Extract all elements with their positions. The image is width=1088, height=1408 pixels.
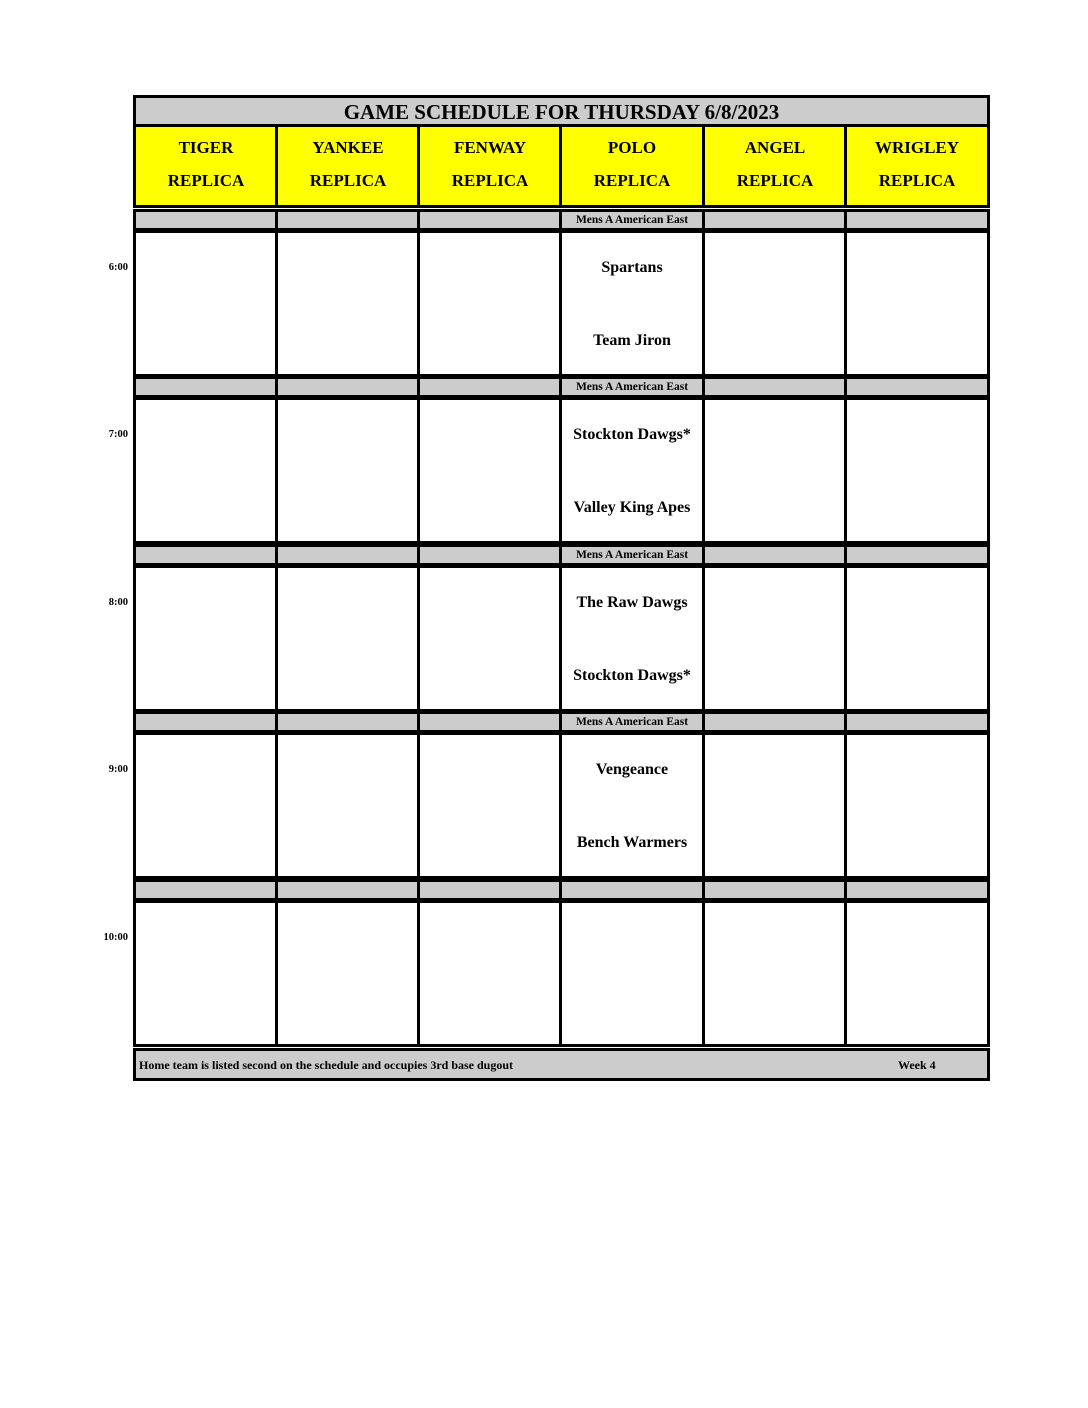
- field-header-3: [559, 124, 705, 208]
- field-name: TIGER: [178, 138, 234, 157]
- game-cell: [275, 565, 421, 712]
- division-label: [417, 209, 563, 231]
- game-cell: [702, 397, 848, 544]
- division-label: [844, 376, 990, 398]
- division-label: [275, 711, 421, 733]
- game-cell: [133, 900, 279, 1047]
- division-label: [133, 544, 279, 566]
- division-label: [133, 711, 279, 733]
- time-label: 7:00: [108, 429, 128, 440]
- home-team: Stockton Dawgs*: [573, 667, 691, 684]
- division-label: [702, 209, 848, 231]
- division-label: [844, 711, 990, 733]
- game-cell: [417, 900, 563, 1047]
- division-label: [702, 879, 848, 901]
- field-sub: REPLICA: [309, 171, 387, 190]
- field-name: WRIGLEY: [874, 138, 960, 157]
- home-team-note: Home team is listed second on the schedule and occupies 3rd base dugout: [139, 1058, 514, 1072]
- division-label: [417, 879, 563, 901]
- division-label: [559, 879, 705, 901]
- game-cell: [133, 732, 279, 879]
- away-team: Spartans: [601, 259, 663, 276]
- division-label: Mens A American East: [559, 544, 705, 566]
- game-cell: [559, 565, 705, 712]
- game-cell: [133, 397, 279, 544]
- schedule-footer: [133, 1048, 990, 1081]
- game-cell: [275, 732, 421, 879]
- game-cell: [417, 230, 563, 377]
- division-label: [275, 376, 421, 398]
- division-label: Mens A American East: [559, 209, 705, 231]
- game-cell: [417, 565, 563, 712]
- field-sub: REPLICA: [167, 171, 245, 190]
- schedule-title: GAME SCHEDULE FOR THURSDAY 6/8/2023: [133, 95, 990, 127]
- field-name: POLO: [607, 138, 657, 157]
- division-label: [417, 544, 563, 566]
- game-cell: [844, 732, 990, 879]
- field-header-1: [275, 124, 421, 208]
- field-name: FENWAY: [453, 138, 527, 157]
- field-name: YANKEE: [312, 138, 384, 157]
- game-cell: [702, 900, 848, 1047]
- game-cell: [559, 900, 705, 1047]
- away-team: Stockton Dawgs*: [573, 426, 691, 443]
- field-header-5: [844, 124, 990, 208]
- field-sub: REPLICA: [736, 171, 814, 190]
- week-label: Week 4: [898, 1058, 936, 1072]
- field-sub: REPLICA: [451, 171, 529, 190]
- division-label: [702, 711, 848, 733]
- division-label: [275, 209, 421, 231]
- division-label: [702, 376, 848, 398]
- home-team: Valley King Apes: [573, 499, 691, 516]
- game-cell: [844, 397, 990, 544]
- division-label: [133, 879, 279, 901]
- game-cell: [844, 230, 990, 377]
- game-cell: [133, 230, 279, 377]
- away-team: The Raw Dawgs: [576, 594, 688, 611]
- division-label: [702, 544, 848, 566]
- field-name: ANGEL: [744, 138, 806, 157]
- home-team: Team Jiron: [593, 332, 671, 349]
- game-cell: [702, 732, 848, 879]
- game-cell: [275, 230, 421, 377]
- game-cell: [275, 397, 421, 544]
- time-label: 10:00: [103, 932, 128, 943]
- division-label: [417, 711, 563, 733]
- game-cell: [844, 565, 990, 712]
- division-label: [275, 544, 421, 566]
- division-label: Mens A American East: [559, 376, 705, 398]
- division-label: [844, 544, 990, 566]
- time-label: 6:00: [108, 262, 128, 273]
- division-label: Mens A American East: [559, 711, 705, 733]
- home-team: Bench Warmers: [576, 834, 688, 851]
- division-label: [133, 209, 279, 231]
- field-header-0: [133, 124, 279, 208]
- game-cell: [702, 230, 848, 377]
- division-label: [133, 376, 279, 398]
- game-cell: [559, 230, 705, 377]
- game-cell: [559, 397, 705, 544]
- game-cell: [417, 732, 563, 879]
- field-sub: REPLICA: [593, 171, 671, 190]
- division-label: [275, 879, 421, 901]
- field-header-2: [417, 124, 563, 208]
- game-cell: [133, 565, 279, 712]
- division-label: [844, 879, 990, 901]
- time-label: 9:00: [108, 764, 128, 775]
- game-cell: [559, 732, 705, 879]
- time-label: 8:00: [108, 597, 128, 608]
- game-cell: [844, 900, 990, 1047]
- game-cell: [417, 397, 563, 544]
- game-cell: [275, 900, 421, 1047]
- game-cell: [702, 565, 848, 712]
- division-label: [844, 209, 990, 231]
- away-team: Vengeance: [595, 761, 669, 778]
- division-label: [417, 376, 563, 398]
- field-sub: REPLICA: [878, 171, 956, 190]
- field-header-4: [702, 124, 848, 208]
